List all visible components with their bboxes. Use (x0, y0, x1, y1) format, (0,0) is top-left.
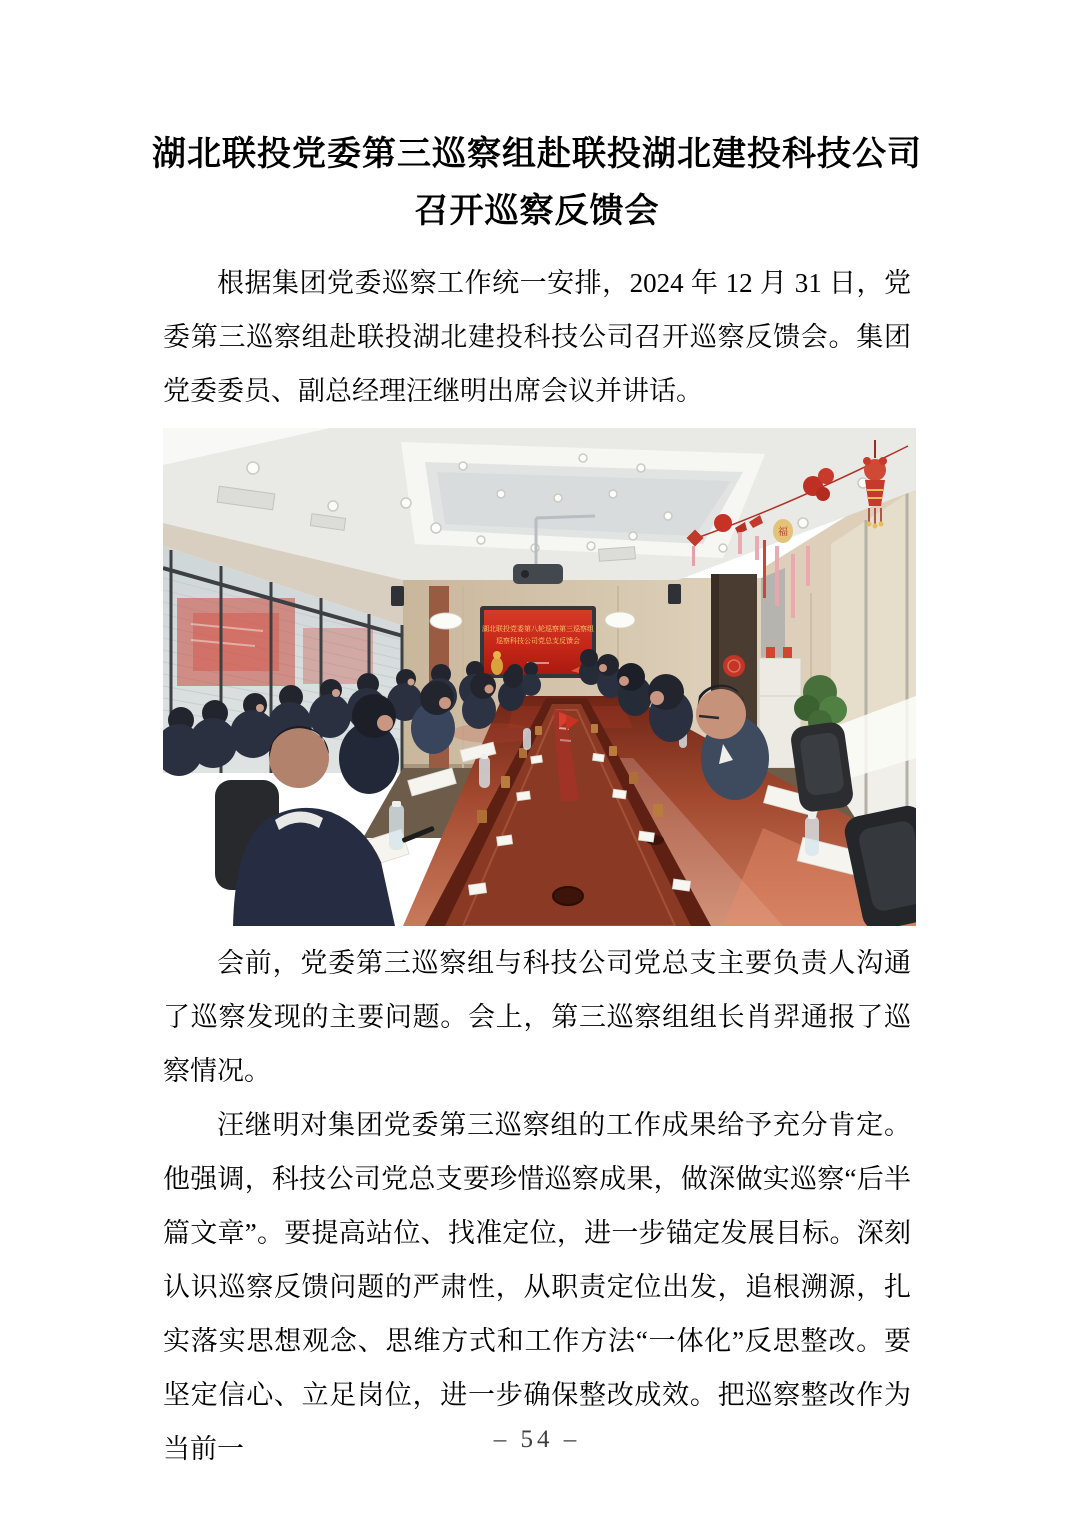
led-screen (480, 606, 596, 678)
screen-text-line2: 巡察科技公司党总支反馈会 (496, 638, 580, 645)
article-title-line2: 召开巡察反馈会 (414, 193, 660, 230)
meeting-photo-illustration (163, 428, 916, 926)
fu-pendant: 福 (778, 527, 788, 538)
article-title (107, 126, 967, 240)
article-body (163, 256, 911, 1476)
screen-text-line1: 湖北联投党委第八轮巡察第三巡察组 (482, 626, 594, 633)
paragraph-speech: 汪继明对集团党委第三巡察组的工作成果给予充分肯定。他强调，科技公司党总支要珍惜巡察成果，做深做实巡察“后半篇文章”。要提高站位、找准定位，进一步锚定发展目标。深刻认识巡察反馈问题的严肃性，从职责定位出发，追根溯源，扎实落实思想观念、思维方式和工作方法“一体化”反思整改。要坚定信心、立足岗位，进一步确保整改成效。把巡察整改作为当前一 (163, 1110, 911, 1464)
article-title-line1: 湖北联投党委第三巡察组赴联投湖北建投科技公司 (152, 136, 922, 173)
paragraph-premeet: 会前，党委第三巡察组与科技公司党总支主要负责人沟通了巡察发现的主要问题。会上，第三巡察组组长肖羿通报了巡察情况。 (163, 948, 911, 1086)
page-number: – 54 – (493, 1426, 581, 1453)
paragraph-intro: 根据集团党委巡察工作统一安排，2024 年 12 月 31 日，党委第三巡察组赴联投湖北建投科技公司召开巡察反馈会。集团党委委员、副总经理汪继明出席会议并讲话。 (163, 268, 911, 406)
meeting-photo (163, 428, 916, 926)
